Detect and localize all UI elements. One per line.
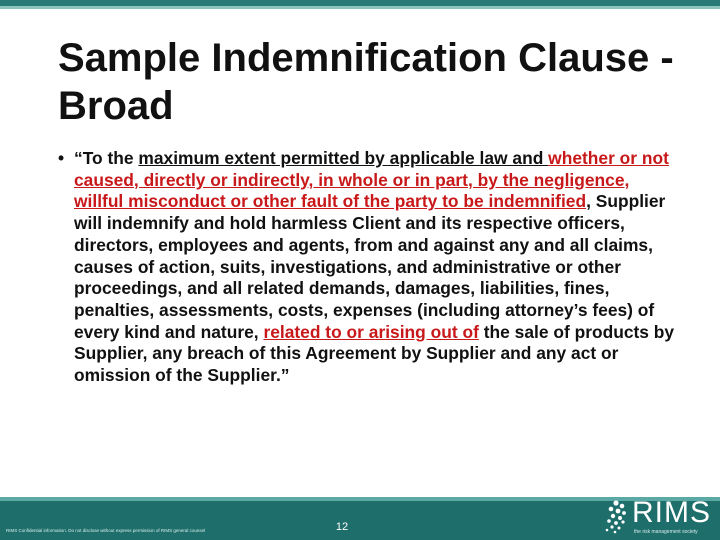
clause-text-end: the sale of products by Supplier, any breach of this Agreement by Supplier and any act or omission of the Supplier.” bbox=[74, 321, 675, 386]
clause-body bbox=[58, 148, 678, 387]
confidential-note: RIMS Confidential information. Do not disclose without express permission of RIMS general counsel bbox=[6, 528, 206, 533]
clause-underlined-scope: maximum extent permitted by applicable law and bbox=[138, 148, 549, 168]
clause-highlight-fault: whether or not caused, directly or indirectly, in whole or in part, by the negligence, willful misconduct or other fault of the party to be indemnified bbox=[74, 148, 669, 212]
rims-logo-wordmark: RIMS bbox=[632, 496, 711, 529]
page-number: 12 bbox=[335, 521, 349, 533]
rims-logo-mark-icon bbox=[602, 492, 636, 538]
top-accent-stripe bbox=[0, 6, 720, 9]
clause-text-intro: “To the bbox=[74, 148, 139, 168]
clause-highlight-related: related to or arising out of bbox=[263, 321, 479, 342]
slide-title: Sample Indemnification Clause - Broad bbox=[58, 36, 674, 128]
clause-text-body: , Supplier will indemnify and hold harmless Client and its respective officers, directors, employees and agents, from and against any and all claims, causes of action, suits, investigations, and administrative or other proceedings, and all related demands, damages, liabilities, fines, penalties, assessments, costs, expenses (including attorney’s fees) of every kind and nature, bbox=[74, 191, 666, 342]
rims-logo bbox=[602, 492, 714, 538]
clause-paragraph bbox=[74, 148, 678, 387]
bullet-item bbox=[58, 148, 678, 387]
rims-logo-tagline: the risk management society bbox=[634, 529, 698, 535]
bullet-marker: • bbox=[58, 148, 65, 168]
